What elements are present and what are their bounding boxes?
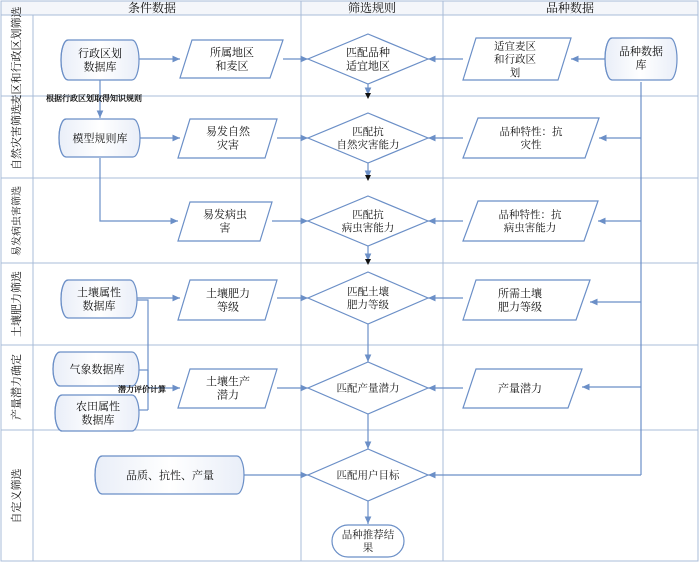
label-match-pest: 匹配抗病虫害能力 [341,209,395,235]
column-header-rules: 筛选规则 [347,1,397,15]
label-production: 土壤生产潜力 [206,374,250,402]
column-header-variety: 品种数据 [545,1,595,15]
row-header-custom: 自定义筛选 [10,468,23,524]
label-variety-db: 品种数据库 [619,44,663,72]
label-match-user: 匹配用户目标 [336,469,400,482]
label-match-soil: 匹配土壤肥力等级 [347,286,389,312]
label-region: 所属地区和麦区 [210,45,254,73]
row-header-disaster: 自然灾害筛选 [10,104,23,170]
annotation-derive-rules: 根据行政区划取得知识规则 [46,94,142,103]
label-weather-db: 气象数据库 [69,362,125,376]
annotation-potential-calc: 潜力评价计算 [118,385,166,394]
row-header-pest: 易发病虫害筛选 [12,186,23,256]
row-header-soil: 土壤肥力筛选 [10,271,23,337]
row-header-region: 麦区和行政区划筛选 [10,6,23,106]
column-header-condition: 条件数据 [127,1,177,15]
label-fertility: 土壤肥力等级 [206,286,250,314]
label-disaster: 易发自然灾害 [206,124,250,152]
label-result: 品种推荐结果 [341,529,395,555]
label-farmland-db: 农田属性数据库 [76,399,120,427]
label-model-db: 模型规则库 [72,131,128,145]
label-need-soil: 所需土壤肥力等级 [498,286,542,314]
label-pest: 易发病虫害 [203,207,247,235]
label-variety-region: 适宜麦区和行政区划 [494,40,536,79]
label-match-yield: 匹配产量潜力 [336,382,400,395]
label-match-disaster: 匹配抗自然灾害能力 [336,126,400,152]
label-variety-pest: 品种特性：抗病虫害能力 [498,209,562,235]
label-custom: 品质、抗性、产量 [126,468,214,482]
label-match-region: 匹配品种适宜地区 [346,45,390,73]
label-admin-db: 行政区划数据库 [78,46,122,74]
row-header-yield: 产量潜力确定 [10,354,23,420]
label-yield-potential: 产量潜力 [498,381,542,395]
label-soil-db: 土壤属性数据库 [77,285,121,313]
label-variety-disaster: 品种特性：抗灾性 [499,126,563,152]
